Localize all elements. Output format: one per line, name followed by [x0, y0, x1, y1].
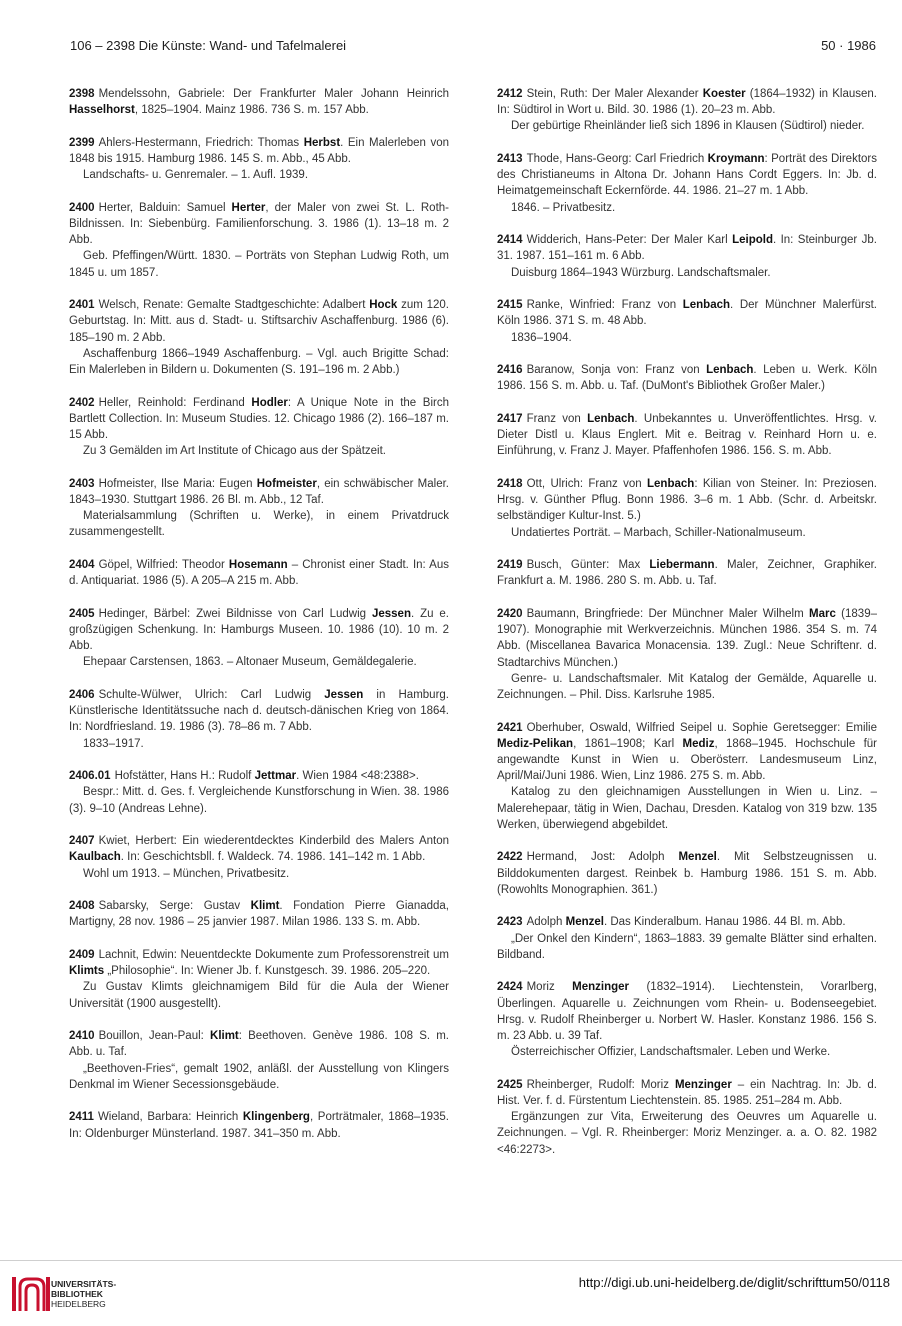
artist-name: Leipold	[732, 234, 773, 247]
entry-note: Österreichischer Offizier, Landschaftsmaler. Leben und Werke.	[511, 1046, 831, 1059]
entry-text: Hermand, Jost: Adolph	[526, 851, 679, 864]
entry-text: . In: Geschichtsbll. f. Waldeck. 74. 1986. 141–142 m. 1 Abb.	[120, 851, 426, 864]
entry-text: (1839–1907). Monographie mit Werkverzeichnis. München 1986. 354 S. m. 74 Abb. (Miscellanea Bavarica Monacensia. 139. Zugl.: Neue Schriftenr. d. Stadtarchivs München.)	[497, 608, 877, 669]
entry-text: . Das Kinderalbum. Hanau 1986. 44 Bl. m. Abb.	[603, 916, 846, 929]
entry-number: 2398	[69, 88, 95, 100]
entry-note: Wohl um 1913. – München, Privatbesitz.	[83, 867, 290, 880]
bibliography-entry	[497, 151, 877, 216]
bibliography-entry	[497, 86, 877, 135]
artist-name: Hodler	[251, 396, 288, 409]
entry-text: . Ein Malerleben von 1848 bis 1915. Hamburg 1986. 145 S. m. Abb., 45 Abb.	[69, 136, 450, 165]
entry-text: Welsch, Renate: Gemalte Stadtgeschichte: Adalbert	[98, 299, 370, 312]
entry-number: 2418	[497, 478, 523, 490]
entry-text: . Der Münchner Malerfürst. Köln 1986. 371 S. m. 48 Abb.	[497, 299, 878, 328]
bibliography-entry	[69, 1028, 449, 1093]
entry-note: Zu 3 Gemälden im Art Institute of Chicago aus der Spätzeit.	[83, 445, 386, 458]
entry-note: Duisburg 1864–1943 Würzburg. Landschaftsmaler.	[511, 266, 771, 279]
entry-number: 2401	[69, 299, 95, 312]
entry-note: Genre- u. Landschaftsmaler. Mit Katalog der Gemälde, Aquarelle u. Zeichnungen. – Phil. Diss. Karlsruhe 1985.	[497, 672, 877, 702]
artist-name: Hasselhorst	[69, 104, 135, 117]
entry-number: 2425	[497, 1078, 523, 1091]
artist-name: Menzel	[678, 851, 717, 864]
artist-name: Herbst	[303, 136, 341, 149]
entry-text: Thode, Hans-Georg: Carl Friedrich	[526, 153, 708, 165]
entry-text: Lachnit, Edwin: Neuentdeckte Dokumente zum Professorenstreit um	[98, 949, 449, 962]
entry-text: – Chronist einer Stadt. In: Aus d. Antiquariat. 1986 (5). A 205–A 215 m. Abb.	[69, 559, 449, 588]
entry-note: Geb. Pfeffingen/Württ. 1830. – Porträts von Stephan Ludwig Roth, um 1845 u. um 1857.	[69, 250, 449, 279]
library-name-line1: UNIVERSITÄTS-	[51, 1279, 117, 1289]
entry-note: 1836–1904.	[511, 331, 572, 344]
entry-text: Hofstätter, Hans H.: Rudolf	[114, 770, 255, 783]
entry-note: Materialsammlung (Schriften u. Werke), in einem Privatdruck zusammengestellt.	[69, 510, 449, 539]
entry-note: 1846. – Privatbesitz.	[511, 201, 616, 214]
bibliography-entry	[69, 947, 449, 1012]
left-column	[69, 86, 449, 1158]
entry-number: 2423	[497, 916, 523, 929]
entry-note: „Der Onkel den Kindern“, 1863–1883. 39 gemalte Blätter sind erhalten. Bildband.	[497, 932, 877, 961]
bibliography-entry	[69, 135, 449, 184]
ub-heidelberg-logo-icon[interactable]	[10, 1273, 54, 1317]
entry-text: Franz von	[526, 413, 588, 425]
bibliography-entry	[497, 720, 877, 833]
source-url-link[interactable]: http://digi.ub.uni-heidelberg.de/diglit/schrifttum50/0118	[578, 1275, 890, 1290]
entry-text: . Mit Selbstzeugnissen u. Bilddokumenten dargest. Reinbek b. Hamburg 1986. 151 S. m. Abb. (Rowohlts Monographien. 361.)	[497, 851, 877, 896]
entry-text: : Beethoven. Genève 1986. 108 S. m. Abb. u. Taf.	[69, 1030, 450, 1059]
bibliography-entry	[497, 476, 877, 541]
entry-text: Oberhuber, Oswald, Wilfried Seipel u. Sophie Geretsegger: Emilie	[526, 721, 877, 734]
entry-text: . Unbekanntes u. Unveröffentlichtes. Hrsg. v. Dieter Distl u. Klaus Englert. Mit e. Beitrag v. Reinhard Horn u. e. Einführung, v. Franz J. Mayer. Pfaffenhofen 1986. 156. S. m. Abb.	[497, 413, 877, 458]
artist-name: Menzinger	[674, 1078, 732, 1091]
bibliography-entry	[69, 86, 449, 118]
artist-name: Klimts	[69, 965, 105, 978]
footer-bar	[0, 1260, 902, 1326]
bibliography-entry	[497, 297, 877, 346]
entry-number: 2400	[69, 201, 95, 214]
entry-text: : A Unique Note in the Birch Bartlett Collection. In: Museum Studies. 12. Chicago 1986 (2). 166–187 m. 15 Abb.	[69, 396, 450, 442]
entry-text: (1864–1932) in Klausen. In: Südtirol in Wort u. Bild. 30. 1986 (1). 20–23 m. Abb.	[497, 88, 877, 117]
entry-text: . Wien 1984 <48:2388>.	[296, 770, 419, 783]
entry-number: 2415	[497, 299, 523, 312]
entry-note: Undatiertes Porträt. – Marbach, Schiller-Nationalmuseum.	[511, 526, 806, 539]
bibliography-entry	[69, 768, 449, 817]
library-name-line2: BIBLIOTHEK	[51, 1289, 103, 1299]
artist-name: Kaulbach	[69, 851, 121, 864]
artist-name: Menzinger	[572, 981, 630, 994]
bibliography-entry	[69, 898, 449, 930]
entry-text: . In: Steinburger Jb. 31. 1987. 151–161 m. 6 Abb.	[497, 234, 877, 263]
entry-text: Sabarsky, Serge: Gustav	[98, 900, 251, 913]
artist-name: Klimt	[250, 900, 280, 913]
entry-note: Landschafts- u. Genremaler. – 1. Aufl. 1939.	[83, 169, 309, 182]
entry-number: 2421	[497, 721, 523, 734]
entry-number: 2403	[69, 477, 95, 490]
entry-text: „Philosophie“. In: Wiener Jb. f. Kunstgesch. 39. 1986. 205–220.	[104, 965, 431, 978]
entry-text: , 1861–1908; Karl	[573, 737, 683, 750]
entry-number: 2412	[497, 88, 523, 100]
entry-text: Schulte-Wülwer, Ulrich: Carl Ludwig	[98, 689, 325, 702]
entry-text: Heller, Reinhold: Ferdinand	[98, 396, 252, 409]
entry-text: Baranow, Sonja von: Franz von	[526, 364, 707, 377]
entry-note: Aschaffenburg 1866–1949 Aschaffenburg. – Vgl. auch Brigitte Schad: Ein Malerleben in Bildern u. Dokumenten (S. 191–196 m. 2 Abb.)	[69, 347, 449, 377]
entry-text: . Zu e. großzügigen Schenkung. In: Hamburgs Museen. 10. 1986 (10). 10 m. 2 Abb.	[69, 607, 449, 653]
artist-name: Mediz	[682, 737, 715, 750]
entry-text: Ahlers-Hestermann, Friedrich: Thomas	[98, 136, 304, 149]
entry-text: Adolph	[526, 916, 566, 929]
artist-name: Koester	[702, 88, 746, 100]
page-header	[70, 38, 876, 62]
entry-text: , 1825–1904. Mainz 1986. 736 S. m. 157 Abb.	[134, 104, 369, 117]
right-column	[497, 86, 877, 1174]
entry-text: Herter, Balduin: Samuel	[98, 201, 232, 214]
artist-name: Marc	[809, 608, 836, 620]
artist-name: Hofmeister	[256, 477, 317, 490]
entry-text: Bouillon, Jean-Paul:	[98, 1030, 211, 1043]
entry-number: 2417	[497, 413, 523, 425]
artist-name: Klimt	[210, 1030, 239, 1043]
entry-number: 2405	[69, 607, 95, 620]
entry-text: Hofmeister, Ilse Maria: Eugen	[98, 477, 257, 490]
artist-name: Liebermann	[649, 559, 715, 572]
entry-number: 2410	[69, 1030, 95, 1043]
entry-text: zum 120. Geburtstag. In: Mitt. aus d. Stadt- u. Stiftsarchiv Aschaffenburg. 1986 (6). 185–190 m. 2 Abb.	[69, 299, 449, 344]
entry-number: 2411	[69, 1111, 94, 1124]
bibliography-entry	[497, 849, 877, 898]
entry-text: : Porträt des Direktors des Christianeums in Altona Dr. Johann Hans Cordt Eggers. In: Jb. d. Heimatgemeinschaft Eckernförde. 44. 1986. 21–27 m. 1 Abb.	[497, 153, 877, 198]
entry-number: 2422	[497, 851, 523, 864]
entry-note: Ergänzungen zur Vita, Erweiterung des Oeuvres um Aquarelle u. Zeichnungen. – Vgl. R. Rheinberger: Moriz Menzinger. a. a. O. 82. 1982 <46:2273>.	[497, 1111, 877, 1156]
entry-note: 1833–1917.	[83, 737, 144, 750]
entry-number: 2420	[497, 608, 523, 620]
entry-note: Der gebürtige Rheinländer ließ sich 1896 in Klausen (Südtirol) nieder.	[511, 120, 865, 133]
bibliography-entry	[497, 979, 877, 1060]
bibliography-entry	[497, 411, 877, 460]
entry-text: Stein, Ruth: Der Maler Alexander	[526, 88, 703, 100]
bibliography-entry	[69, 1109, 449, 1141]
entry-note: „Beethoven-Fries“, gemalt 1902, anläßl. der Ausstellung von Klingers Denkmal im Wiener Secessionsgebäude.	[69, 1062, 449, 1091]
entry-text: Busch, Günter: Max	[526, 559, 650, 572]
entry-number: 2413	[497, 153, 523, 165]
entry-text: Widderich, Hans-Peter: Der Maler Karl	[526, 234, 733, 247]
artist-name: Hosemann	[228, 559, 288, 572]
bibliography-entry	[69, 833, 449, 882]
artist-name: Lenbach	[682, 299, 731, 312]
entry-text: – ein Nachtrag. In: Jb. d. Hist. Ver. f. d. Fürstentum Liechtenstein. 85. 1985. 251–284 m. Abb.	[497, 1078, 877, 1108]
entry-text: , 1868–1945. Hochschule für angewandte Kunst in Wien u. Oberösterr. Landesmuseum Linz, April/Mai/Juni 1986. Wien, Linz 1986. 275 S. m. Abb.	[497, 737, 877, 783]
artist-name: Jessen	[324, 689, 364, 702]
artist-name: Klingenberg	[242, 1111, 310, 1124]
bibliography-entry	[69, 297, 449, 378]
entry-note: Zu Gustav Klimts gleichnamigem Bild für die Aula der Wiener Universität (1900 ausgestellt).	[69, 981, 449, 1010]
entry-text: : Kilian von Steiner. In: Preziosen. Hrsg. v. Günther Pflug. Bonn 1986. 3–6 m. 1 Abb. (Schr. d. Arbeitskr. selbständiger Kultur-Inst. 5.)	[497, 478, 877, 523]
entry-number: 2419	[497, 559, 523, 572]
entry-text: . Fondation Pierre Gianadda, Martigny, 28 nov. 1986 – 25 janvier 1987. Milan 1986. 133 S. m. Abb.	[69, 900, 449, 929]
bibliography-entry	[497, 557, 877, 589]
entry-text: Ott, Ulrich: Franz von	[526, 478, 648, 490]
artist-name: Lenbach	[587, 413, 635, 425]
entry-number: 2409	[69, 949, 95, 962]
entry-text: . Leben u. Werk. Köln 1986. 156 S. m. Abb. u. Taf. (DuMont's Bibliothek Großer Maler.)	[497, 364, 877, 393]
artist-name: Herter	[231, 201, 266, 214]
entry-number: 2414	[497, 234, 523, 247]
entry-text: Mendelssohn, Gabriele: Der Frankfurter Maler Johann Heinrich	[98, 88, 449, 100]
bibliography-entry	[69, 557, 449, 589]
page-number: 50 · 1986	[821, 38, 876, 53]
entry-note: Katalog zu den gleichnamigen Ausstellungen in Wien u. Linz. – Malerehepaar, tätig in Wien, Dachau, Dresden. Katalog von 319 bzw. 135 Werken, überwiegend abgebildet.	[497, 786, 877, 831]
artist-name: Hock	[369, 299, 398, 312]
bibliography-entry	[69, 200, 449, 281]
entry-text: in Hamburg. Künstlerische Identitätssuche nach d. deutsch-dänischen Krieg von 1864. In: Nordfriesland. 19. 1986 (3). 78–86 m. 7 Abb.	[69, 689, 449, 734]
entry-text: Baumann, Bringfriede: Der Münchner Maler Wilhelm	[526, 608, 810, 620]
entry-text: Wieland, Barbara: Heinrich	[97, 1111, 243, 1124]
entry-text: (1832–1914). Liechtenstein, Vorarlberg, Überlingen. Aquarelle u. Zeichnungen vom Rhein- u. Bodenseegebiet. Hrsg. v. Rudolf Rheinberger u. Norbert W. Hasler. Konstanz 1986. 156 S. m. 23 Abb. u. 39 Taf.	[497, 981, 877, 1043]
entry-text: Rheinberger, Rudolf: Moriz	[526, 1078, 675, 1091]
entry-number: 2404	[69, 559, 95, 572]
entry-text: , der Maler von zwei St. L. Roth-Bildnissen. In: Siebenbürg. Familienforschung. 3. 1986 (1). 13–18 m. 2 Abb.	[69, 201, 449, 247]
bibliography-entry	[69, 606, 449, 671]
bibliography-entry	[69, 476, 449, 541]
entry-text: Hedinger, Bärbel: Zwei Bildnisse von Carl Ludwig	[98, 607, 372, 620]
entry-text: Kwiet, Herbert: Ein wiederentdecktes Kinderbild des Malers Anton	[98, 835, 449, 848]
bibliography-entry	[497, 362, 877, 394]
entry-number: 2406	[69, 689, 95, 702]
bibliography-entry	[497, 232, 877, 281]
entry-number: 2408	[69, 900, 95, 913]
artist-name: Kroymann	[707, 153, 765, 165]
entry-number: 2406.01	[69, 770, 111, 783]
artist-name: Lenbach	[647, 478, 695, 490]
entry-text: Moriz	[526, 981, 573, 994]
entry-text: , ein schwäbischer Maler. 1843–1930. Stuttgart 1986. 26 Bl. m. Abb., 12 Taf.	[69, 477, 449, 507]
entry-note: Bespr.: Mitt. d. Ges. f. Vergleichende Kunstforschung in Wien. 38. 1986 (3). 9–10 (Andreas Lehne).	[69, 786, 449, 815]
artist-name: Jettmar	[254, 770, 297, 783]
bibliography-entry	[69, 687, 449, 752]
running-head: 106 – 2398 Die Künste: Wand- und Tafelmalerei	[70, 38, 347, 53]
entry-text: . Maler, Zeichner, Graphiker. Frankfurt a. M. 1986. 280 S. m. Abb. u. Taf.	[497, 559, 877, 588]
entry-number: 2424	[497, 981, 523, 994]
artist-name: Menzel	[565, 916, 604, 929]
entry-note: Ehepaar Carstensen, 1863. – Altonaer Museum, Gemäldegalerie.	[83, 656, 417, 669]
library-name-line3: HEIDELBERG	[51, 1299, 106, 1309]
entry-number: 2407	[69, 835, 95, 848]
bibliography-entry	[69, 395, 449, 460]
bibliography-entry	[497, 914, 877, 963]
entry-number: 2402	[69, 396, 95, 409]
entry-text: , Porträtmaler, 1868–1935. In: Oldenburger Münsterland. 1987. 341–350 m. Abb.	[69, 1111, 450, 1140]
bibliography-entry	[497, 1077, 877, 1158]
artist-name: Mediz-Pelikan	[497, 737, 574, 750]
artist-name: Lenbach	[706, 364, 754, 377]
entry-text: Göpel, Wilfried: Theodor	[98, 559, 229, 572]
library-name	[51, 1279, 116, 1309]
entry-text: Ranke, Winfried: Franz von	[526, 299, 683, 312]
bibliography-entry	[497, 606, 877, 703]
artist-name: Jessen	[371, 607, 411, 620]
entry-number: 2399	[69, 136, 95, 149]
entry-number: 2416	[497, 364, 523, 377]
